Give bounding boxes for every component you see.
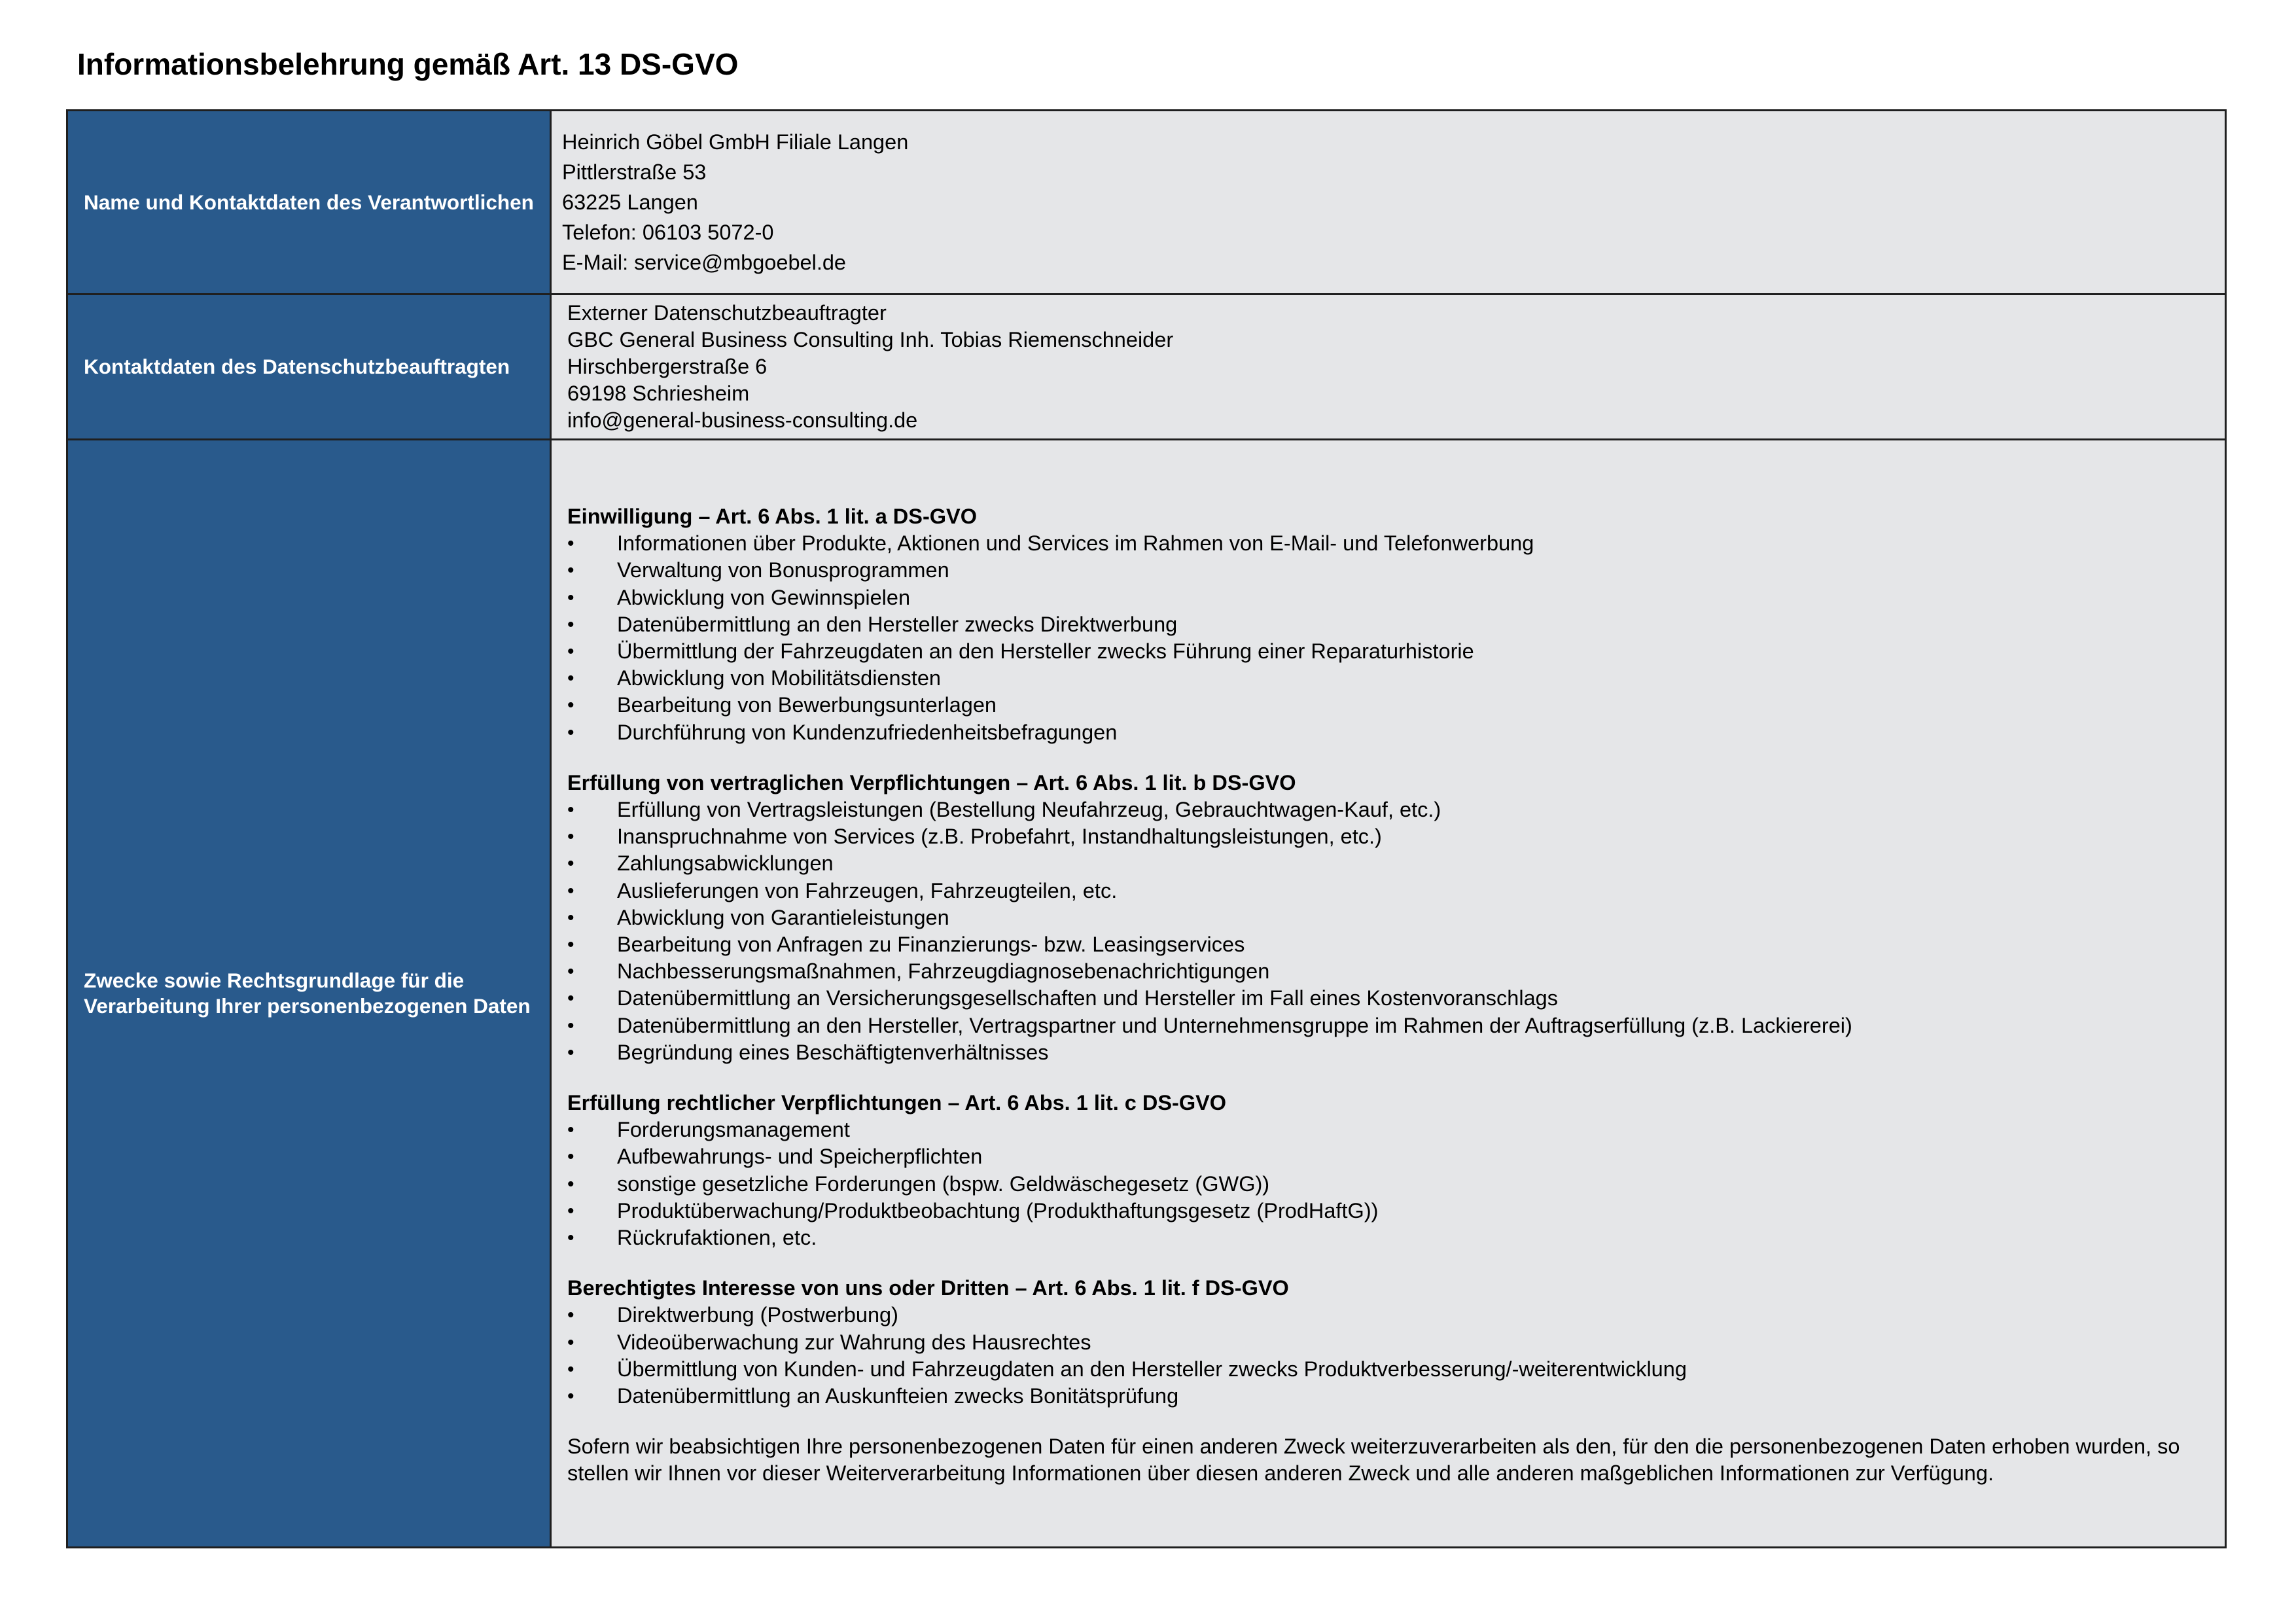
list-item [567, 1171, 2209, 1198]
controller-contact [551, 111, 2226, 294]
bullet-list [567, 1302, 2209, 1410]
bullet-icon: • [567, 880, 574, 902]
bullet-icon: • [567, 1041, 574, 1063]
list-item-text: Begründung eines Beschäftigtenverhältnisses [617, 1040, 1049, 1064]
purposes-content [551, 440, 2226, 1548]
dpo-street: Hirschbergerstraße 6 [567, 355, 768, 378]
dpo-label: Kontaktdaten des Datenschutzbeauftragten [67, 294, 551, 440]
bullet-icon: • [567, 533, 574, 555]
list-item-text: Nachbesserungsmaßnahmen, Fahrzeugdiagnosebenachrichtigungen [617, 959, 1270, 984]
list-item-text: Datenübermittlung an den Hersteller, Vertragspartner und Unternehmensgruppe im Rahmen der Auftragserfüllung (z.B. Lackiererei) [617, 1013, 1852, 1037]
bullet-icon: • [567, 1014, 574, 1037]
controller-label: Name und Kontaktdaten des Verantwortlichen [67, 111, 551, 294]
bullet-icon: • [567, 1173, 574, 1195]
dpo-contact [551, 294, 2226, 440]
list-item [567, 1116, 2209, 1143]
list-item-text: sonstige gesetzliche Forderungen (bspw. Geldwäschegesetz (GWG)) [617, 1171, 1270, 1196]
list-item-text: Inanspruchnahme von Services (z.B. Probefahrt, Instandhaltungsleistungen, etc.) [617, 825, 1382, 849]
list-item-text: Datenübermittlung an den Hersteller zwecks Direktwerbung [617, 612, 1178, 636]
bullet-icon: • [567, 613, 574, 635]
list-item-text: Informationen über Produkte, Aktionen und Services im Rahmen von E-Mail- und Telefonwerbung [617, 531, 1534, 556]
bullet-icon: • [567, 1119, 574, 1141]
row-dpo [67, 294, 2226, 440]
bullet-icon: • [567, 826, 574, 848]
controller-company: Heinrich Göbel GmbH Filiale Langen [562, 130, 909, 154]
bullet-icon: • [567, 934, 574, 956]
bullet-icon: • [567, 586, 574, 609]
bullet-icon: • [567, 799, 574, 821]
list-item [567, 878, 2209, 904]
closing-note: Sofern wir beabsichtigen Ihre personenbezogenen Daten für einen anderen Zweck weiterzuverarbeiten als den, für den die personenbezogenen Daten erhoben wurden, so stellen wir Ihnen vor dieser Weiterverarbeitung Informationen über diesen anderen Zweck und alle anderen maßgeblichen Informationen zur Verfügung. [567, 1435, 2180, 1486]
bullet-icon: • [567, 560, 574, 582]
list-item [567, 584, 2209, 611]
list-item [567, 1143, 2209, 1170]
list-item [567, 931, 2209, 958]
bullet-icon: • [567, 906, 574, 929]
section-heading: Erfüllung von vertraglichen Verpflichtungen – Art. 6 Abs. 1 lit. b DS-GVO [567, 770, 1296, 794]
list-item-text: Produktüberwachung/Produktbeobachtung (Produkthaftungsgesetz (ProdHaftG)) [617, 1198, 1379, 1222]
bullet-icon: • [567, 961, 574, 983]
bullet-icon: • [567, 1304, 574, 1327]
list-item-text: Abwicklung von Mobilitätsdiensten [617, 666, 941, 690]
section-legal-obligations [567, 1090, 2209, 1251]
list-item-text: Abwicklung von Gewinnspielen [617, 585, 911, 609]
list-item [567, 1224, 2209, 1251]
list-item [567, 1039, 2209, 1066]
list-item [567, 611, 2209, 638]
list-item [567, 850, 2209, 877]
bullet-icon: • [567, 668, 574, 690]
list-item-text: Übermittlung von Kunden- und Fahrzeugdaten an den Hersteller zwecks Produktverbesserung/-weiterentwicklung [617, 1357, 1687, 1381]
list-item [567, 796, 2209, 823]
list-item-text: Zahlungsabwicklungen [617, 851, 834, 876]
list-item-text: Auslieferungen von Fahrzeugen, Fahrzeugteilen, etc. [617, 878, 1118, 902]
controller-phone: Telefon: 06103 5072-0 [562, 221, 774, 244]
list-item [567, 1198, 2209, 1224]
list-item-text: Durchführung von Kundenzufriedenheitsbefragungen [617, 720, 1118, 744]
list-item [567, 665, 2209, 692]
list-item [567, 557, 2209, 584]
list-item [567, 530, 2209, 557]
dpo-city: 69198 Schriesheim [567, 382, 750, 405]
section-heading: Erfüllung rechtlicher Verpflichtungen – Art. 6 Abs. 1 lit. c DS-GVO [567, 1091, 1227, 1115]
list-item [567, 958, 2209, 985]
bullet-icon: • [567, 1227, 574, 1249]
bullet-icon: • [567, 1358, 574, 1380]
list-item-text: Rückrufaktionen, etc. [617, 1226, 817, 1250]
bullet-icon: • [567, 641, 574, 663]
list-item [567, 823, 2209, 850]
controller-street: Pittlerstraße 53 [562, 160, 707, 184]
purposes-label: Zwecke sowie Rechtsgrundlage für die Verarbeitung Ihrer personenbezogenen Daten [67, 440, 551, 1548]
list-item-text: Übermittlung der Fahrzeugdaten an den Hersteller zwecks Führung einer Reparaturhistorie [617, 639, 1474, 664]
list-item [567, 692, 2209, 719]
list-item-text: Bearbeitung von Bewerbungsunterlagen [617, 693, 997, 717]
list-item-text: Forderungsmanagement [617, 1118, 850, 1142]
list-item-text: Verwaltung von Bonusprogrammen [617, 558, 949, 582]
controller-city: 63225 Langen [562, 190, 698, 214]
list-item-text: Abwicklung von Garantieleistungen [617, 905, 949, 929]
list-item [567, 638, 2209, 665]
section-contract [567, 770, 2209, 1066]
section-heading: Berechtigtes Interesse von uns oder Dritten – Art. 6 Abs. 1 lit. f DS-GVO [567, 1276, 1289, 1300]
list-item [567, 1356, 2209, 1383]
list-item [567, 985, 2209, 1012]
list-item [567, 719, 2209, 746]
section-legitimate-interest [567, 1275, 2209, 1410]
bullet-icon: • [567, 1146, 574, 1168]
list-item-text: Aufbewahrungs- und Speicherpflichten [617, 1145, 983, 1169]
bullet-icon: • [567, 988, 574, 1010]
bullet-icon: • [567, 1331, 574, 1353]
list-item-text: Datenübermittlung an Auskunfteien zwecks Bonitätsprüfung [617, 1384, 1179, 1408]
section-heading: Einwilligung – Art. 6 Abs. 1 lit. a DS-GVO [567, 505, 978, 528]
list-item-text: Videoüberwachung zur Wahrung des Hausrechtes [617, 1330, 1091, 1354]
bullet-list [567, 530, 2209, 746]
bullet-icon: • [567, 721, 574, 743]
controller-email: E-Mail: service@mbgoebel.de [562, 251, 847, 274]
list-item-text: Bearbeitung von Anfragen zu Finanzierungs- bzw. Leasingservices [617, 933, 1245, 957]
dpo-email: info@general-business-consulting.de [567, 408, 918, 432]
bullet-icon: • [567, 853, 574, 875]
bullet-icon: • [567, 1385, 574, 1408]
dpo-company: GBC General Business Consulting Inh. Tobias Riemenschneider [567, 328, 1174, 351]
bullet-icon: • [567, 694, 574, 717]
section-consent [567, 503, 2209, 746]
list-item [567, 1329, 2209, 1356]
list-item [567, 1302, 2209, 1329]
bullet-list [567, 1116, 2209, 1251]
page-title: Informationsbelehrung gemäß Art. 13 DS-GVO [77, 47, 739, 81]
list-item [567, 1012, 2209, 1039]
list-item-text: Datenübermittlung an Versicherungsgesellschaften und Hersteller im Fall eines Kostenvoranschlags [617, 986, 1558, 1010]
list-item [567, 1383, 2209, 1410]
list-item-text: Direktwerbung (Postwerbung) [617, 1303, 898, 1327]
list-item-text: Erfüllung von Vertragsleistungen (Bestellung Neufahrzeug, Gebrauchtwagen-Kauf, etc.) [617, 798, 1441, 822]
dpo-role: Externer Datenschutzbeauftragter [567, 301, 887, 325]
list-item [567, 904, 2209, 931]
row-purposes [67, 440, 2226, 1548]
bullet-icon: • [567, 1200, 574, 1222]
bullet-list [567, 796, 2209, 1066]
info-table [66, 109, 2227, 1548]
row-controller [67, 111, 2226, 294]
